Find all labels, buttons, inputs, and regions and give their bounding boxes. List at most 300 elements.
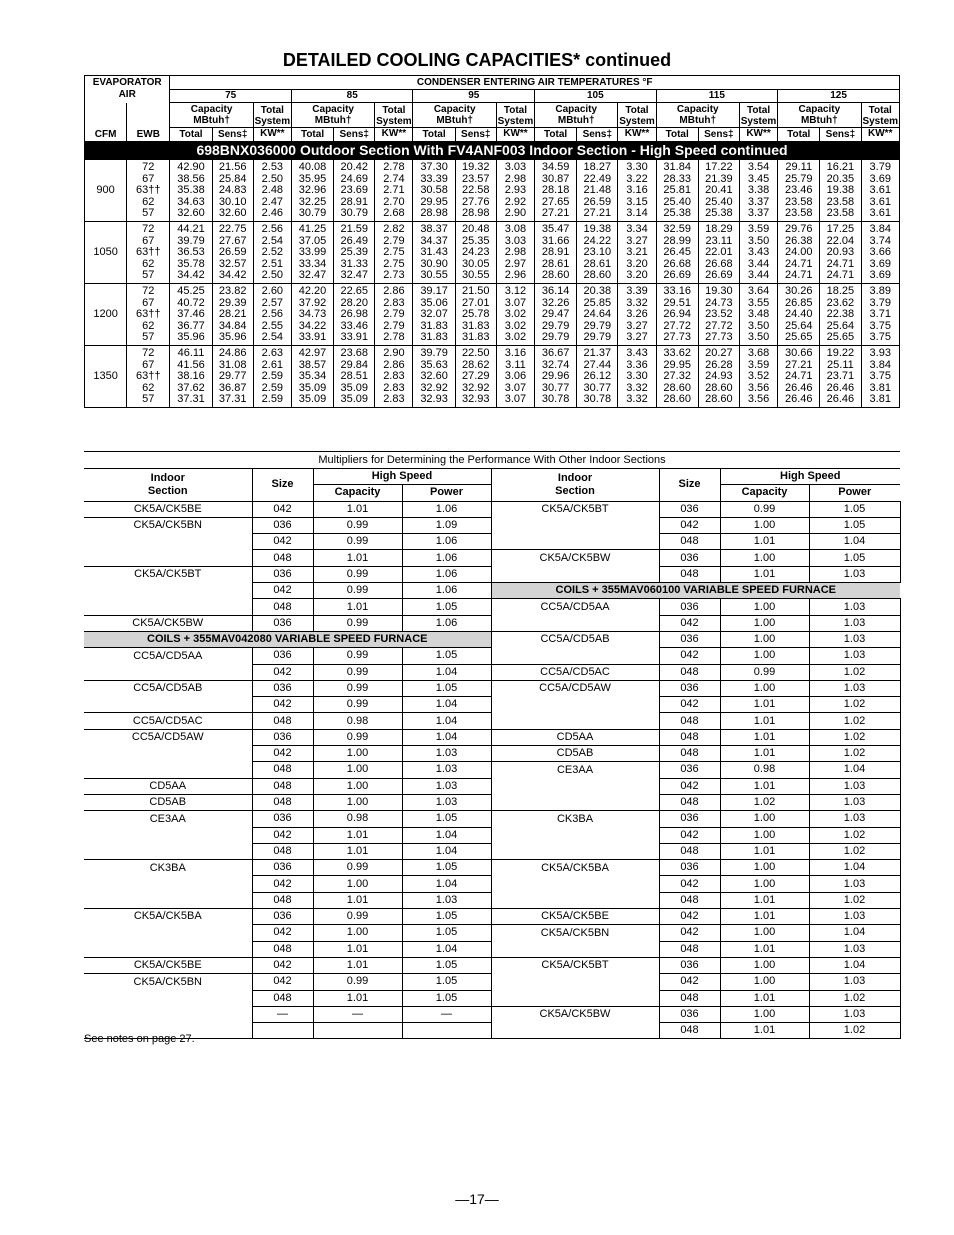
capacity-value: 3.44 — [747, 269, 770, 282]
capacity-value: 28.98 — [420, 207, 448, 220]
power-multiplier: 1.05 — [402, 599, 491, 615]
capacity-value: 26.68 — [705, 257, 733, 270]
capacity-value: 24.71 — [784, 269, 813, 282]
capacity-value: 3.75 — [869, 331, 891, 344]
capacity-value: 3.07 — [504, 296, 527, 309]
capacity-value: 24.40 — [784, 308, 813, 321]
capacity-value: 2.86 — [383, 284, 405, 297]
capacity-multiplier: 1.02 — [720, 794, 809, 810]
capacity-value: 24.86 — [218, 346, 247, 359]
indoor-section-name — [84, 664, 252, 680]
size-value: 036 — [252, 811, 313, 827]
capacity-value: 29.39 — [218, 296, 247, 309]
capacity-header-right: Capacity — [720, 485, 809, 501]
capacity-value-column — [618, 345, 656, 407]
capacity-value: 26.49 — [340, 234, 368, 247]
capacity-value: 39.17 — [420, 284, 448, 297]
capacity-value-column — [291, 345, 333, 407]
capacity-value: 3.50 — [747, 331, 770, 344]
capacity-value: 34.73 — [298, 308, 327, 321]
capacity-value: 29.96 — [541, 370, 570, 383]
capacity-value: 27.65 — [541, 195, 570, 208]
capacity-value: 22.49 — [583, 172, 612, 185]
capacity-value-column — [170, 283, 212, 345]
size-value: 036 — [252, 909, 313, 925]
capacity-value: 3.16 — [626, 184, 648, 197]
capacity-multiplier: 1.00 — [720, 517, 809, 533]
capacity-value-column — [778, 160, 820, 222]
capacity-value-column — [496, 160, 534, 222]
power-multiplier: 1.02 — [809, 713, 900, 729]
capacity-value: 2.50 — [261, 269, 284, 282]
indoor-section-name — [491, 876, 659, 892]
capacity-value: 30.78 — [583, 393, 612, 406]
total-system-label-1: Total System — [376, 105, 412, 127]
power-multiplier: 1.03 — [809, 974, 900, 990]
capacity-value: 2.83 — [383, 370, 405, 383]
capacity-value: 36.14 — [541, 284, 570, 297]
capacity-value: 25.11 — [827, 358, 854, 371]
indoor-section-name: CK5A/CK5BE — [84, 957, 252, 973]
capacity-value: 3.16 — [504, 346, 527, 359]
capacity-value: 3.44 — [747, 257, 770, 270]
multiplier-row — [84, 811, 900, 827]
power-multiplier: 1.02 — [809, 827, 900, 843]
size-value: 048 — [252, 843, 313, 859]
capacity-value: 2.82 — [383, 222, 405, 235]
size-value: 048 — [252, 990, 313, 1006]
capacity-multiplier: 1.00 — [720, 599, 809, 615]
capacity-value: 41.56 — [177, 358, 205, 371]
capacity-value: 3.02 — [504, 319, 527, 332]
furnace-heading-left: COILS + 355MAV042080 VARIABLE SPEED FURNACE — [84, 631, 491, 647]
capacity-value: 34.42 — [177, 269, 205, 282]
capacity-value: 32.93 — [420, 393, 448, 406]
indoor-section-name — [491, 648, 659, 664]
capacity-value: 3.03 — [504, 234, 527, 247]
capacity-value: 19.22 — [826, 346, 855, 359]
kw-label-3: KW** — [618, 127, 655, 139]
capacity-value-column — [577, 345, 618, 407]
capacity-value: 32.07 — [420, 308, 448, 321]
indoor-section-name: CK5A/CK5BT — [491, 957, 659, 973]
capacity-multiplier: 1.01 — [720, 941, 809, 957]
capacity-value-column — [253, 160, 291, 222]
kw-label-5: KW** — [862, 127, 900, 139]
power-multiplier: 1.03 — [809, 941, 900, 957]
capacity-value: 38.57 — [298, 358, 327, 371]
capacity-value: 3.79 — [869, 296, 891, 309]
capacity-value: 2.61 — [261, 358, 284, 371]
capacity-value: 3.43 — [747, 246, 770, 259]
size-value: 048 — [659, 664, 720, 680]
capacity-value: 34.37 — [420, 234, 448, 247]
indoor-section-name: CC5A/CD5AW — [84, 729, 252, 745]
capacity-value: 25.84 — [218, 172, 247, 185]
multiplier-row — [84, 501, 900, 517]
capacity-value: 23.52 — [705, 308, 733, 321]
capacity-value: 3.89 — [869, 284, 891, 297]
indoor-section-name: CD5AB — [84, 794, 252, 810]
ewb-value: 57 — [142, 331, 155, 344]
capacity-value: 39.79 — [177, 234, 205, 247]
capacity-value: 33.34 — [298, 257, 327, 270]
capacity-value: 3.11 — [505, 358, 526, 371]
capacity-value: 32.96 — [298, 184, 327, 197]
capacity-value: 30.78 — [541, 393, 570, 406]
condenser-temp-3: 105 — [535, 90, 657, 103]
multiplier-row — [84, 990, 900, 1006]
ewb-values — [127, 345, 170, 407]
capacity-value: 32.57 — [218, 257, 247, 270]
capacity-value-column — [698, 345, 739, 407]
size-value: 048 — [252, 892, 313, 908]
capacity-value: 33.39 — [420, 172, 448, 185]
size-value: 036 — [252, 860, 313, 876]
capacity-value: 25.39 — [340, 246, 368, 259]
capacity-value: 24.23 — [462, 246, 490, 259]
capacity-value: 29.79 — [583, 319, 612, 332]
capacity-value: 20.93 — [826, 246, 855, 259]
capacity-value-column — [861, 221, 900, 283]
capacity-value: 30.10 — [218, 195, 247, 208]
total-system-header-0 — [253, 103, 291, 142]
size-value: 042 — [252, 664, 313, 680]
indoor-section-name: CC5A/CD5AA — [491, 599, 659, 615]
size-value: 042 — [252, 925, 313, 941]
capacity-value: 2.86 — [383, 358, 405, 371]
capacity-value: 28.60 — [663, 381, 691, 394]
power-multiplier: 1.03 — [809, 794, 900, 810]
capacity-multiplier: 0.98 — [313, 811, 402, 827]
size-value: 036 — [659, 599, 720, 615]
capacity-value: 18.25 — [826, 284, 855, 297]
evaporator-air-header: EVAPORATOR AIR — [85, 76, 170, 103]
capacity-value: 27.73 — [663, 331, 691, 344]
capacity-value: 24.00 — [784, 246, 813, 259]
capacity-value: 23.58 — [784, 207, 813, 220]
capacity-value: 27.67 — [218, 234, 247, 247]
capacity-value: 28.33 — [663, 172, 691, 185]
kw-label-1: KW** — [375, 127, 412, 139]
indoor-section-name — [84, 941, 252, 957]
capacity-value: 2.83 — [383, 393, 405, 406]
capacity-value: 35.96 — [177, 331, 205, 344]
power-multiplier: 1.09 — [402, 517, 491, 533]
multiplier-row — [84, 860, 900, 876]
capacity-value: 38.16 — [177, 370, 205, 383]
capacity-multiplier: 0.99 — [313, 566, 402, 582]
capacity-value: 29.95 — [420, 195, 448, 208]
capacity-value-column — [334, 345, 375, 407]
capacity-value: 25.78 — [462, 308, 490, 321]
capacity-value: 30.55 — [462, 269, 490, 282]
power-multiplier: — — [402, 1006, 491, 1022]
capacity-value: 29.79 — [583, 331, 612, 344]
capacity-value: 26.59 — [583, 195, 612, 208]
indoor-section-name: CE3AA — [84, 811, 252, 827]
capacity-header-3: Capacity MBtuh† — [535, 103, 618, 128]
power-multiplier: 1.03 — [809, 680, 900, 696]
indoor-section-name — [84, 827, 252, 843]
total-header-3: Total — [535, 128, 577, 142]
multiplier-row — [84, 892, 900, 908]
total-system-label-0: Total System — [254, 105, 291, 127]
capacity-value-column — [170, 221, 212, 283]
capacity-value: 20.35 — [826, 172, 855, 185]
capacity-value: 30.55 — [420, 269, 448, 282]
sens-header-4: Sens‡ — [698, 128, 739, 142]
capacity-value-column — [778, 221, 820, 283]
indoor-section-name — [84, 762, 252, 778]
power-multiplier: 1.03 — [809, 1006, 900, 1022]
capacity-multiplier: 1.00 — [313, 794, 402, 810]
capacity-row-cfm-900 — [85, 160, 900, 222]
capacity-value: 2.78 — [383, 161, 405, 173]
indoor-section-name: CK5A/CK5BW — [491, 550, 659, 566]
capacity-value: 29.76 — [784, 222, 813, 235]
capacity-value: 17.22 — [705, 161, 733, 173]
indoor-section-name: CK5A/CK5BT — [84, 566, 252, 582]
capacity-value: 3.03 — [504, 161, 527, 173]
indoor-section-name — [84, 843, 252, 859]
capacity-value: 30.66 — [784, 346, 813, 359]
capacity-value: 3.81 — [869, 381, 891, 394]
capacity-value: 2.50 — [261, 172, 284, 185]
capacity-value: 32.74 — [541, 358, 570, 371]
power-multiplier: 1.03 — [809, 631, 900, 647]
capacity-multiplier: 0.99 — [313, 697, 402, 713]
sens-header-3: Sens‡ — [577, 128, 618, 142]
indoor-section-name — [84, 534, 252, 550]
indoor-section-name — [84, 925, 252, 941]
capacity-value-column — [212, 283, 253, 345]
sens-header-5: Sens‡ — [820, 128, 861, 142]
capacity-value: 34.59 — [541, 161, 570, 173]
capacity-value: 27.29 — [462, 370, 490, 383]
capacity-value: 2.70 — [383, 195, 405, 208]
capacity-value: 31.84 — [663, 161, 691, 173]
indoor-section-name — [491, 941, 659, 957]
capacity-multiplier: 0.99 — [313, 860, 402, 876]
capacity-value: 22.04 — [826, 234, 855, 247]
capacity-value: 28.20 — [340, 296, 368, 309]
capacity-value-column — [334, 160, 375, 222]
capacity-value: 19.38 — [583, 222, 612, 235]
capacity-value: 24.22 — [583, 234, 612, 247]
capacity-value: 30.05 — [462, 257, 490, 270]
power-multiplier: 1.03 — [809, 909, 900, 925]
capacity-value: 25.38 — [663, 207, 691, 220]
capacity-value: 28.99 — [663, 234, 691, 247]
size-value: 042 — [659, 778, 720, 794]
capacity-value: 16.21 — [826, 161, 855, 173]
capacity-multiplier: 1.01 — [313, 827, 402, 843]
capacity-value: 26.69 — [663, 269, 691, 282]
capacity-value: 24.64 — [583, 308, 612, 321]
capacity-value: 3.71 — [869, 308, 891, 321]
capacity-value: 24.83 — [218, 184, 247, 197]
capacity-value: 25.40 — [705, 195, 733, 208]
capacity-value: 3.32 — [626, 296, 648, 309]
capacity-value-column — [739, 160, 777, 222]
multiplier-row — [84, 843, 900, 859]
capacity-value: 27.21 — [541, 207, 570, 220]
capacity-value: 35.09 — [298, 393, 327, 406]
capacity-value: 28.60 — [705, 393, 733, 406]
capacity-value: 3.66 — [869, 246, 891, 259]
capacity-value: 28.61 — [583, 257, 612, 270]
indoor-section-name — [491, 697, 659, 713]
size-value: 048 — [659, 746, 720, 762]
capacity-multiplier: 1.00 — [720, 860, 809, 876]
total-system-label-5: Total System — [862, 105, 899, 127]
capacity-value: 3.02 — [504, 331, 527, 344]
capacity-value: 32.60 — [420, 370, 448, 383]
capacity-value: 3.02 — [504, 308, 527, 321]
capacity-value: 27.32 — [663, 370, 691, 383]
capacity-value-column — [170, 345, 212, 407]
capacity-value: 24.71 — [784, 257, 813, 270]
capacity-value: 26.46 — [826, 393, 855, 406]
power-multiplier: 1.05 — [402, 925, 491, 941]
capacity-value: 21.37 — [583, 346, 612, 359]
size-value: 048 — [659, 566, 720, 582]
capacity-value: 23.58 — [826, 195, 855, 208]
capacity-value: 3.27 — [626, 331, 648, 344]
capacity-multiplier: 1.00 — [720, 876, 809, 892]
indoor-section-name — [491, 517, 659, 533]
furnace-heading-right: COILS + 355MAV060100 VARIABLE SPEED FURNACE — [491, 583, 900, 599]
capacity-multiplier: 1.01 — [313, 501, 402, 517]
capacity-header-0: Capacity MBtuh† — [170, 103, 253, 128]
size-value: 042 — [252, 957, 313, 973]
capacity-value: 2.90 — [504, 207, 527, 220]
size-value: 048 — [659, 794, 720, 810]
capacity-value: 27.72 — [663, 319, 691, 332]
capacity-value: 28.62 — [462, 358, 490, 371]
capacity-value: 26.46 — [826, 381, 855, 394]
power-multiplier: 1.05 — [402, 648, 491, 664]
multiplier-row — [84, 631, 900, 647]
capacity-value-column — [698, 283, 739, 345]
capacity-value: 2.83 — [383, 296, 405, 309]
capacity-value: 2.54 — [261, 331, 284, 344]
total-system-label-2: Total System — [497, 105, 534, 127]
indoor-section-name — [491, 974, 659, 990]
power-multiplier: 1.04 — [809, 534, 900, 550]
total-header-2: Total — [413, 128, 455, 142]
size-value: 048 — [659, 843, 720, 859]
capacity-value: 24.69 — [340, 172, 368, 185]
capacity-value: 26.85 — [784, 296, 813, 309]
multiplier-row — [84, 876, 900, 892]
capacity-value: 19.38 — [826, 184, 855, 197]
indoor-section-name: CK3BA — [491, 811, 659, 827]
size-value: 042 — [659, 517, 720, 533]
capacity-value-column — [413, 345, 455, 407]
capacity-value-column — [861, 283, 900, 345]
size-value: 042 — [252, 501, 313, 517]
capacity-value-column — [291, 283, 333, 345]
capacity-value-column — [413, 160, 455, 222]
kw-label-0: KW** — [254, 127, 291, 139]
capacity-value: 3.20 — [626, 257, 648, 270]
capacity-multiplier: 1.00 — [720, 648, 809, 664]
capacity-value: 2.56 — [261, 222, 284, 235]
capacity-value: 2.75 — [383, 257, 405, 270]
capacity-value-column — [212, 221, 253, 283]
size-value: 042 — [659, 697, 720, 713]
multiplier-row — [84, 762, 900, 778]
capacity-value-column — [535, 345, 577, 407]
sens-header-0: Sens‡ — [212, 128, 253, 142]
indoor-section-name — [491, 827, 659, 843]
capacity-value-column — [861, 345, 900, 407]
capacity-multiplier: 1.01 — [313, 892, 402, 908]
size-value: 036 — [252, 729, 313, 745]
capacity-value: 22.65 — [340, 284, 368, 297]
capacity-multiplier: 1.01 — [313, 990, 402, 1006]
size-value: 042 — [252, 534, 313, 550]
capacity-value: 32.47 — [340, 269, 368, 282]
multiplier-row — [84, 827, 900, 843]
capacity-value-column — [455, 283, 496, 345]
capacity-value: 29.77 — [218, 370, 247, 383]
capacity-value: 42.20 — [298, 284, 327, 297]
capacity-value: 33.16 — [663, 284, 691, 297]
capacity-value: 2.54 — [261, 234, 284, 247]
capacity-multiplier: 0.99 — [313, 680, 402, 696]
size-value: 036 — [659, 631, 720, 647]
capacity-value-column — [375, 283, 413, 345]
capacity-value: 2.55 — [261, 319, 284, 332]
capacity-value-column — [535, 283, 577, 345]
capacity-multiplier: 0.99 — [720, 664, 809, 680]
multiplier-row — [84, 974, 900, 990]
power-multiplier: 1.03 — [809, 648, 900, 664]
size-value: 048 — [659, 713, 720, 729]
capacity-value: 22.01 — [705, 246, 733, 259]
capacity-value: 35.95 — [298, 172, 327, 185]
size-value: 048 — [252, 794, 313, 810]
indoor-section-name — [84, 583, 252, 599]
capacity-value-column — [253, 345, 291, 407]
ewb-value: 63†† — [136, 308, 161, 321]
power-multiplier: 1.05 — [402, 909, 491, 925]
capacity-value: 3.61 — [869, 207, 891, 220]
condenser-temp-0: 75 — [170, 90, 292, 103]
size-value: 048 — [659, 990, 720, 1006]
capacity-multiplier: 1.01 — [313, 941, 402, 957]
capacity-value: 20.27 — [705, 346, 733, 359]
capacity-value: 37.05 — [298, 234, 327, 247]
capacity-value: 3.12 — [504, 284, 527, 297]
power-multiplier: 1.03 — [402, 794, 491, 810]
capacity-row-cfm-1200 — [85, 283, 900, 345]
capacity-value: 21.59 — [340, 222, 368, 235]
total-header-4: Total — [656, 128, 698, 142]
capacity-multiplier: 1.01 — [720, 566, 809, 582]
capacity-value: 34.42 — [218, 269, 247, 282]
capacity-multiplier: 1.01 — [313, 550, 402, 566]
indoor-section-name: CK5A/CK5BA — [84, 909, 252, 925]
capacity-value: 22.50 — [462, 346, 490, 359]
capacity-value: 25.38 — [705, 207, 733, 220]
capacity-multiplier: 0.99 — [313, 583, 402, 599]
capacity-value: 3.30 — [626, 370, 648, 383]
capacity-value: 3.07 — [504, 393, 527, 406]
